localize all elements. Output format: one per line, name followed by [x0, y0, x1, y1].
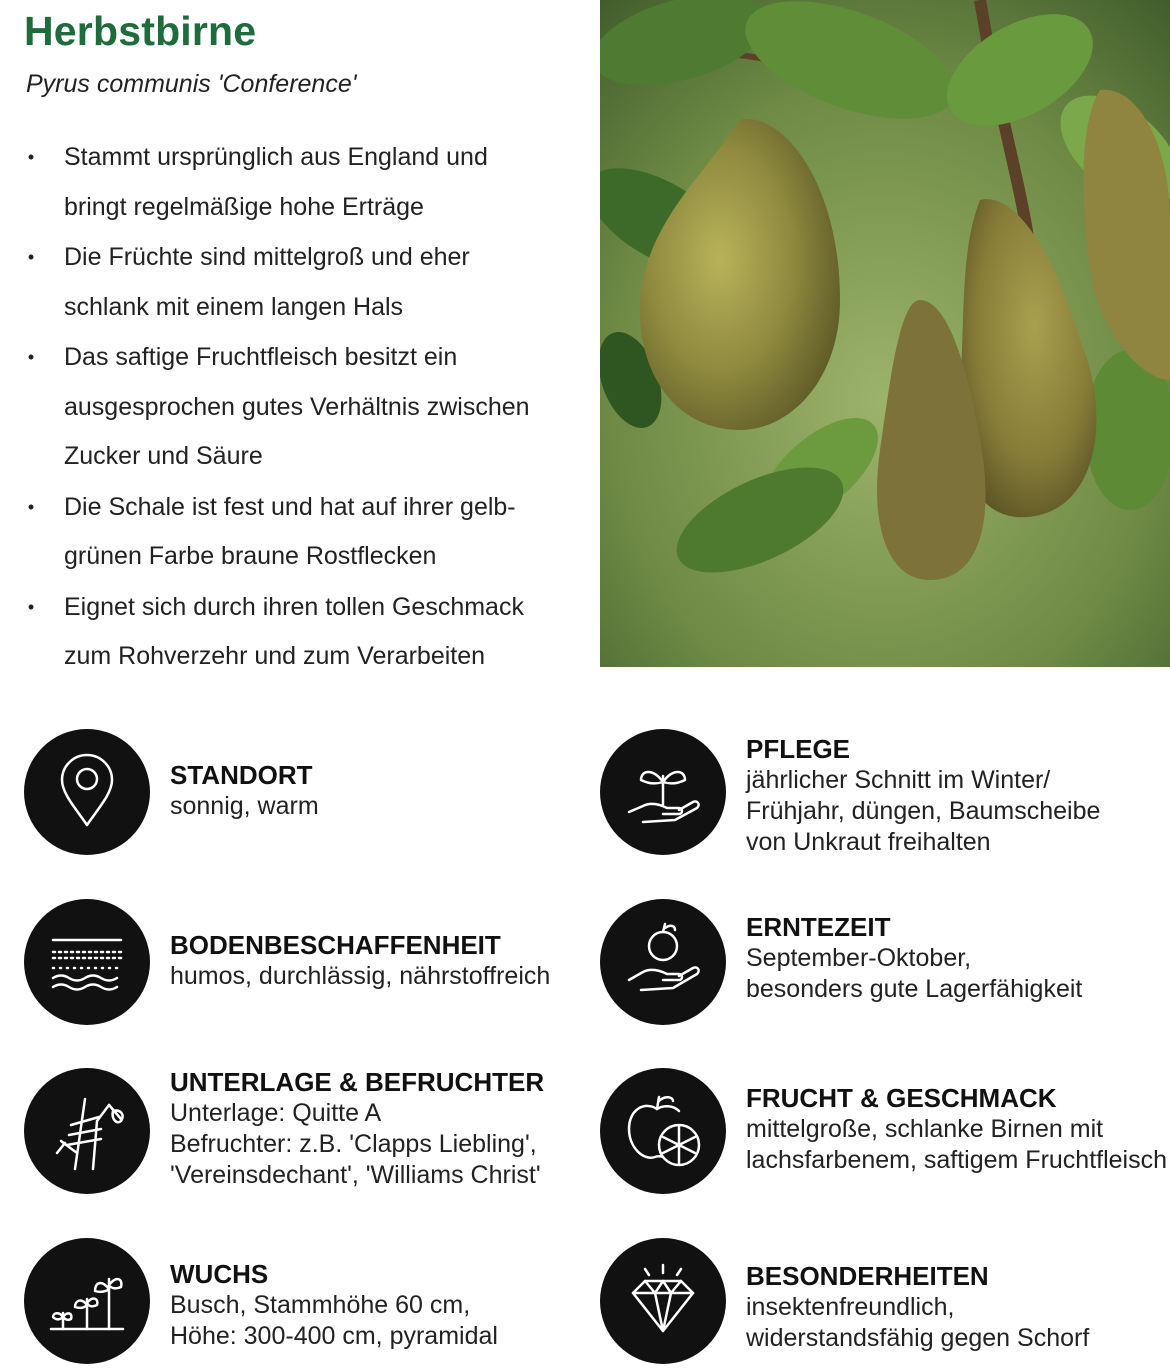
bullet-line: Eignet sich durch ihren tollen Geschmack — [64, 592, 524, 621]
bullet-line: Die Früchte sind mittelgroß und eher — [64, 243, 470, 271]
bullet-line: Das saftige Fruchtfleisch besitzt ein — [64, 343, 458, 371]
feature-text-line: Höhe: 300-400 cm, pyramidal — [170, 1322, 498, 1350]
bullet-dot-icon: • — [27, 347, 35, 367]
feature-text-line: 'Vereinsdechant', 'Williams Christ' — [170, 1161, 541, 1189]
plant-in-hand-icon — [600, 729, 726, 855]
feature-bullet-list — [24, 133, 584, 682]
bullet-item — [24, 333, 584, 482]
feature-text-line: Busch, Stammhöhe 60 cm, — [170, 1291, 471, 1319]
bullet-item — [24, 133, 584, 232]
feature-besonderheiten — [600, 1238, 1160, 1368]
bullet-dot-icon: • — [27, 596, 35, 617]
feature-text-line: Frühjahr, düngen, Baumscheibe — [746, 797, 1101, 825]
soil-layers-icon — [24, 899, 150, 1025]
feature-heading: BODENBESCHAFFENHEIT — [170, 930, 501, 960]
pear-photo — [600, 0, 1170, 667]
feature-text-line: Befruchter: z.B. 'Clapps Liebling', — [170, 1130, 537, 1158]
bullet-dot-icon: • — [27, 496, 35, 517]
feature-wuchs — [24, 1238, 584, 1368]
feature-text-line: widerstandsfähig gegen Schorf — [746, 1324, 1090, 1352]
feature-pflege — [600, 729, 1160, 859]
feature-text-line: von Unkraut freihalten — [746, 828, 991, 856]
bullet-item — [24, 483, 584, 582]
bullet-dot-icon: • — [27, 147, 35, 167]
diamond-icon — [600, 1238, 726, 1364]
feature-text-line: sonnig, warm — [170, 792, 319, 820]
feature-heading: UNTERLAGE & BEFRUCHTER — [170, 1067, 545, 1097]
feature-erntezeit — [600, 899, 1160, 1029]
bullet-line: grünen Farbe braune Rostflecken — [64, 542, 437, 570]
feature-frucht-geschmack — [600, 1068, 1168, 1198]
product-title: Herbstbirne — [24, 8, 257, 54]
botanical-name: Pyrus communis 'Conference' — [26, 70, 357, 98]
bullet-line: schlank mit einem langen Hals — [64, 292, 404, 321]
bullet-dot-icon: • — [27, 247, 35, 267]
feature-text-line: insektenfreundlich, — [746, 1293, 955, 1321]
feature-text-line: lachsfarbenem, saftigem Fruchtfleisch — [746, 1146, 1168, 1174]
feature-text-line: mittelgroße, schlanke Birnen mit — [746, 1115, 1104, 1143]
bullet-line: Zucker und Säure — [64, 442, 263, 470]
feature-text-line: Unterlage: Quitte A — [170, 1099, 382, 1127]
feature-text-line: September-Oktober, — [746, 944, 972, 972]
bullet-line: bringt regelmäßige hohe Erträge — [64, 192, 424, 221]
feature-heading: BESONDERHEITEN — [746, 1261, 989, 1291]
feature-bodenbeschaffenheit — [24, 899, 584, 1029]
apple-orange-icon — [600, 1068, 726, 1194]
feature-heading: WUCHS — [170, 1259, 269, 1289]
bullet-line: zum Rohverzehr und zum Verarbeiten — [64, 642, 486, 670]
bullet-line: ausgesprochen gutes Verhältnis zwischen — [64, 392, 530, 421]
feature-heading: FRUCHT & GESCHMACK — [746, 1083, 1057, 1113]
bullet-item — [24, 583, 584, 682]
bullet-item — [24, 233, 584, 332]
location-pin-icon — [24, 729, 150, 855]
feature-heading: PFLEGE — [746, 734, 851, 764]
grafted-branch-icon — [24, 1068, 150, 1194]
feature-standort — [24, 729, 584, 859]
pear-tree-illustration — [600, 0, 1170, 667]
feature-unterlage-befruchter — [24, 1068, 584, 1198]
feature-text-line: jährlicher Schnitt im Winter/ — [746, 766, 1051, 794]
bullet-line: Stammt ursprünglich aus England und — [64, 143, 488, 171]
feature-heading: STANDORT — [170, 760, 313, 790]
fruit-in-hand-icon — [600, 899, 726, 1025]
bullet-line: Die Schale ist fest und hat auf ihrer gelb- — [64, 492, 516, 521]
seedlings-icon — [24, 1238, 150, 1364]
feature-text-line: besonders gute Lagerfähigkeit — [746, 975, 1083, 1003]
feature-heading: ERNTEZEIT — [746, 912, 891, 942]
feature-text-line: humos, durchlässig, nährstoffreich — [170, 962, 551, 990]
